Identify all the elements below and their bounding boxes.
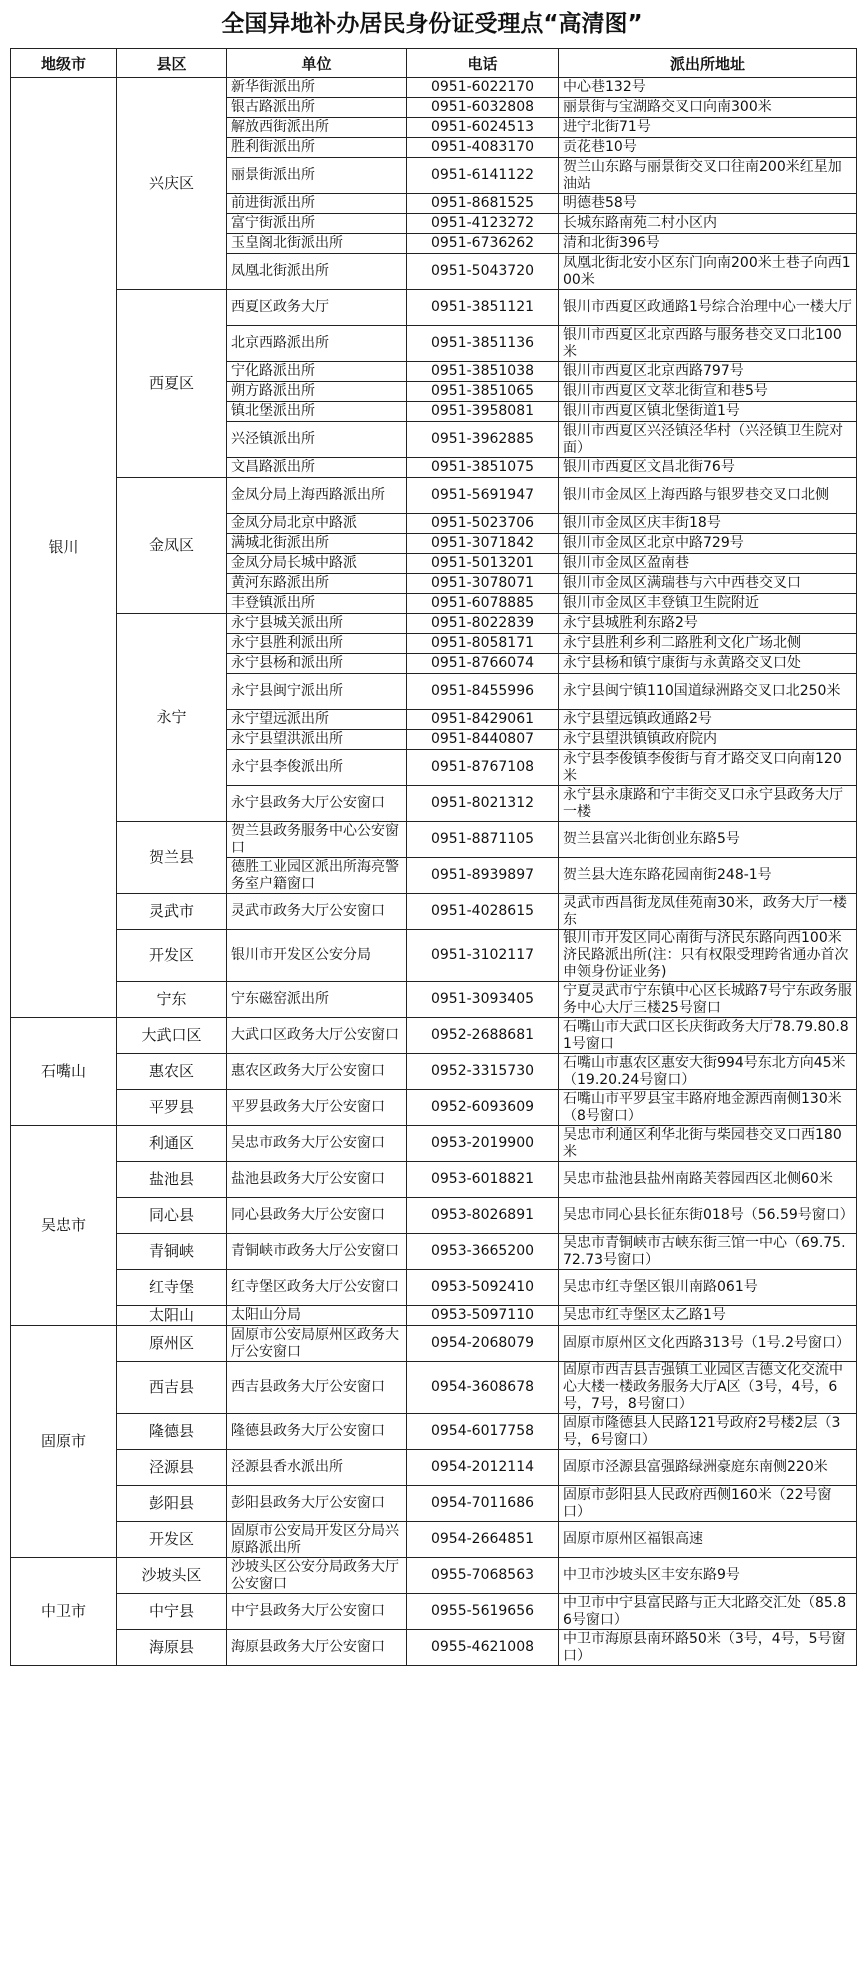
table-row — [11, 1306, 857, 1326]
unit-cell: 惠农区政务大厅公安窗口 — [227, 1054, 407, 1090]
unit-cell: 红寺堡区政务大厅公安窗口 — [227, 1270, 407, 1306]
address-cell: 石嘴山市惠农区惠安大街994号东北方向45米（19.20.24号窗口） — [559, 1054, 857, 1090]
table-row — [11, 1326, 857, 1362]
unit-cell: 海原县政务大厅公安窗口 — [227, 1630, 407, 1666]
phone-cell: 0953-3665200 — [407, 1234, 559, 1270]
city-cell: 中卫市 — [11, 1558, 117, 1666]
unit-cell: 镇北堡派出所 — [227, 402, 407, 422]
address-cell: 银川市金凤区丰登镇卫生院附近 — [559, 594, 857, 614]
phone-cell: 0954-7011686 — [407, 1486, 559, 1522]
address-cell: 固原市彭阳县人民政府西侧160米（22号窗口） — [559, 1486, 857, 1522]
county-cell: 惠农区 — [117, 1054, 227, 1090]
county-cell: 隆德县 — [117, 1414, 227, 1450]
phone-cell: 0951-6736262 — [407, 234, 559, 254]
phone-cell: 0951-8871105 — [407, 822, 559, 858]
table-row — [11, 930, 857, 982]
table-row — [11, 1594, 857, 1630]
address-cell: 永宁县城胜利东路2号 — [559, 614, 857, 634]
county-cell: 兴庆区 — [117, 78, 227, 290]
address-cell: 银川市金凤区满瑞巷与六中西巷交叉口 — [559, 574, 857, 594]
address-cell: 银川市西夏区文昌北街76号 — [559, 458, 857, 478]
table-row — [11, 1126, 857, 1162]
unit-cell: 中宁县政务大厅公安窗口 — [227, 1594, 407, 1630]
phone-cell: 0951-8767108 — [407, 750, 559, 786]
unit-cell: 永宁县闽宁派出所 — [227, 674, 407, 710]
phone-cell: 0954-6017758 — [407, 1414, 559, 1450]
unit-cell: 宁东磁窑派出所 — [227, 982, 407, 1018]
county-cell: 利通区 — [117, 1126, 227, 1162]
unit-cell: 同心县政务大厅公安窗口 — [227, 1198, 407, 1234]
phone-cell: 0953-6018821 — [407, 1162, 559, 1198]
unit-cell: 西夏区政务大厅 — [227, 290, 407, 326]
header-address: 派出所地址 — [559, 49, 857, 78]
unit-cell: 银古路派出所 — [227, 98, 407, 118]
unit-cell: 永宁县城关派出所 — [227, 614, 407, 634]
address-cell: 长城东路南苑二村小区内 — [559, 214, 857, 234]
county-cell: 泾源县 — [117, 1450, 227, 1486]
phone-cell: 0951-5023706 — [407, 514, 559, 534]
phone-cell: 0951-8939897 — [407, 858, 559, 894]
phone-cell: 0951-6032808 — [407, 98, 559, 118]
phone-cell: 0951-3071842 — [407, 534, 559, 554]
table-row — [11, 614, 857, 634]
table-row — [11, 1270, 857, 1306]
unit-cell: 贺兰县政务服务中心公安窗口 — [227, 822, 407, 858]
phone-cell: 0953-5097110 — [407, 1306, 559, 1326]
address-cell: 固原市西吉县吉强镇工业园区吉德文化交流中心大楼一楼政务服务大厅A区（3号，4号，6号，7号，8号窗口） — [559, 1362, 857, 1414]
unit-cell: 兴泾镇派出所 — [227, 422, 407, 458]
address-cell: 银川市西夏区镇北堡街道1号 — [559, 402, 857, 422]
address-cell: 宁夏灵武市宁东镇中心区长城路7号宁东政务服务中心大厅三楼25号窗口 — [559, 982, 857, 1018]
unit-cell: 沙坡头区公安分局政务大厅公安窗口 — [227, 1558, 407, 1594]
unit-cell: 前进街派出所 — [227, 194, 407, 214]
address-cell: 银川市西夏区北京西路797号 — [559, 362, 857, 382]
unit-cell: 文昌路派出所 — [227, 458, 407, 478]
unit-cell: 固原市公安局原州区政务大厅公安窗口 — [227, 1326, 407, 1362]
phone-cell: 0951-8766074 — [407, 654, 559, 674]
city-cell: 石嘴山 — [11, 1018, 117, 1126]
address-cell: 固原市原州区福银高速 — [559, 1522, 857, 1558]
address-cell: 吴忠市同心县长征东街018号（56.59号窗口） — [559, 1198, 857, 1234]
county-cell: 开发区 — [117, 1522, 227, 1558]
unit-cell: 永宁县李俊派出所 — [227, 750, 407, 786]
unit-cell: 隆德县政务大厅公安窗口 — [227, 1414, 407, 1450]
address-cell: 永宁县李俊镇李俊街与育才路交叉口向南120米 — [559, 750, 857, 786]
address-cell: 银川市西夏区政通路1号综合治理中心一楼大厅 — [559, 290, 857, 326]
address-cell: 贺兰山东路与丽景街交叉口往南200米红星加油站 — [559, 158, 857, 194]
county-cell: 青铜峡 — [117, 1234, 227, 1270]
address-cell: 银川市西夏区北京西路与服务巷交叉口北100米 — [559, 326, 857, 362]
address-cell: 吴忠市青铜峡市古峡东街三馆一中心（69.75.72.73号窗口） — [559, 1234, 857, 1270]
unit-cell: 胜利街派出所 — [227, 138, 407, 158]
address-cell: 永宁县闽宁镇110国道绿洲路交叉口北250米 — [559, 674, 857, 710]
phone-cell: 0954-3608678 — [407, 1362, 559, 1414]
unit-cell: 永宁县望洪派出所 — [227, 730, 407, 750]
address-cell: 银川市金凤区庆丰街18号 — [559, 514, 857, 534]
unit-cell: 西吉县政务大厅公安窗口 — [227, 1362, 407, 1414]
address-cell: 永宁县胜利乡利二路胜利文化广场北侧 — [559, 634, 857, 654]
address-cell: 中卫市沙坡头区丰安东路9号 — [559, 1558, 857, 1594]
county-cell: 盐池县 — [117, 1162, 227, 1198]
table-row — [11, 1362, 857, 1414]
county-cell: 海原县 — [117, 1630, 227, 1666]
unit-cell: 朔方路派出所 — [227, 382, 407, 402]
unit-cell: 富宁街派出所 — [227, 214, 407, 234]
table-row — [11, 1630, 857, 1666]
county-cell: 中宁县 — [117, 1594, 227, 1630]
phone-cell: 0955-4621008 — [407, 1630, 559, 1666]
county-cell: 西吉县 — [117, 1362, 227, 1414]
phone-cell: 0953-5092410 — [407, 1270, 559, 1306]
table-row — [11, 1234, 857, 1270]
city-cell: 固原市 — [11, 1326, 117, 1558]
phone-cell: 0952-2688681 — [407, 1018, 559, 1054]
phone-cell: 0951-4028615 — [407, 894, 559, 930]
table-row — [11, 1162, 857, 1198]
phone-cell: 0953-2019900 — [407, 1126, 559, 1162]
county-cell: 沙坡头区 — [117, 1558, 227, 1594]
table-row — [11, 1018, 857, 1054]
address-cell: 银川市金凤区上海西路与银罗巷交叉口北侧 — [559, 478, 857, 514]
page-title: 全国异地补办居民身份证受理点“高清图” — [221, 11, 643, 37]
table-row — [11, 822, 857, 858]
unit-cell: 玉皇阁北街派出所 — [227, 234, 407, 254]
county-cell: 同心县 — [117, 1198, 227, 1234]
county-cell: 太阳山 — [117, 1306, 227, 1326]
unit-cell: 丽景街派出所 — [227, 158, 407, 194]
address-cell: 银川市金凤区北京中路729号 — [559, 534, 857, 554]
unit-cell: 丰登镇派出所 — [227, 594, 407, 614]
table-row — [11, 1522, 857, 1558]
address-cell: 永宁县杨和镇宁康街与永黄路交叉口处 — [559, 654, 857, 674]
unit-cell: 彭阳县政务大厅公安窗口 — [227, 1486, 407, 1522]
county-cell: 彭阳县 — [117, 1486, 227, 1522]
phone-cell: 0951-3962885 — [407, 422, 559, 458]
unit-cell: 永宁县政务大厅公安窗口 — [227, 786, 407, 822]
phone-cell: 0951-6078885 — [407, 594, 559, 614]
address-cell: 吴忠市红寺堡区银川南路061号 — [559, 1270, 857, 1306]
address-cell: 吴忠市盐池县盐州南路芙蓉园西区北侧60米 — [559, 1162, 857, 1198]
phone-cell: 0951-3078071 — [407, 574, 559, 594]
address-cell: 固原市原州区文化西路313号（1号.2号窗口） — [559, 1326, 857, 1362]
unit-cell: 金凤分局长城中路派 — [227, 554, 407, 574]
phone-cell: 0955-7068563 — [407, 1558, 559, 1594]
address-cell: 中卫市海原县南环路50米（3号，4号，5号窗口） — [559, 1630, 857, 1666]
phone-cell: 0951-8440807 — [407, 730, 559, 750]
unit-cell: 灵武市政务大厅公安窗口 — [227, 894, 407, 930]
header-row — [11, 49, 857, 78]
county-cell: 永宁 — [117, 614, 227, 822]
address-cell: 中心巷132号 — [559, 78, 857, 98]
phone-cell: 0951-5043720 — [407, 254, 559, 290]
county-cell: 贺兰县 — [117, 822, 227, 894]
table-row — [11, 478, 857, 514]
table-row — [11, 1054, 857, 1090]
address-cell: 石嘴山市平罗县宝丰路府地金源西南侧130米（8号窗口） — [559, 1090, 857, 1126]
phone-cell: 0951-4083170 — [407, 138, 559, 158]
phone-cell: 0951-8681525 — [407, 194, 559, 214]
unit-cell: 固原市公安局开发区分局兴原路派出所 — [227, 1522, 407, 1558]
unit-cell: 永宁望远派出所 — [227, 710, 407, 730]
address-cell: 银川市西夏区兴泾镇泾华村（兴泾镇卫生院对面） — [559, 422, 857, 458]
police-station-table — [10, 48, 857, 1666]
phone-cell: 0951-8021312 — [407, 786, 559, 822]
phone-cell: 0952-6093609 — [407, 1090, 559, 1126]
phone-cell: 0951-4123272 — [407, 214, 559, 234]
county-cell: 大武口区 — [117, 1018, 227, 1054]
county-cell: 宁东 — [117, 982, 227, 1018]
unit-cell: 青铜峡市政务大厅公安窗口 — [227, 1234, 407, 1270]
table-row — [11, 982, 857, 1018]
phone-cell: 0954-2012114 — [407, 1450, 559, 1486]
address-cell: 丽景街与宝湖路交叉口向南300米 — [559, 98, 857, 118]
header-county: 县区 — [117, 49, 227, 78]
address-cell: 明德巷58号 — [559, 194, 857, 214]
phone-cell: 0952-3315730 — [407, 1054, 559, 1090]
table-row — [11, 1450, 857, 1486]
table-row — [11, 1090, 857, 1126]
phone-cell: 0951-6024513 — [407, 118, 559, 138]
address-cell: 灵武市西昌街龙凤佳苑南30米，政务大厅一楼东 — [559, 894, 857, 930]
phone-cell: 0954-2664851 — [407, 1522, 559, 1558]
unit-cell: 金凤分局北京中路派 — [227, 514, 407, 534]
unit-cell: 黄河东路派出所 — [227, 574, 407, 594]
address-cell: 吴忠市红寺堡区太乙路1号 — [559, 1306, 857, 1326]
header-unit: 单位 — [227, 49, 407, 78]
phone-cell: 0951-3851075 — [407, 458, 559, 478]
unit-cell: 宁化路派出所 — [227, 362, 407, 382]
phone-cell: 0951-3102117 — [407, 930, 559, 982]
phone-cell: 0955-5619656 — [407, 1594, 559, 1630]
address-cell: 永宁县望洪镇镇政府院内 — [559, 730, 857, 750]
phone-cell: 0951-8429061 — [407, 710, 559, 730]
address-cell: 进宁北街71号 — [559, 118, 857, 138]
unit-cell: 盐池县政务大厅公安窗口 — [227, 1162, 407, 1198]
phone-cell: 0951-3093405 — [407, 982, 559, 1018]
county-cell: 西夏区 — [117, 290, 227, 478]
address-cell: 吴忠市利通区利华北街与柴园巷交叉口西180米 — [559, 1126, 857, 1162]
unit-cell: 解放西街派出所 — [227, 118, 407, 138]
table-row — [11, 1414, 857, 1450]
city-cell: 吴忠市 — [11, 1126, 117, 1326]
unit-cell: 凤凰北街派出所 — [227, 254, 407, 290]
unit-cell: 泾源县香水派出所 — [227, 1450, 407, 1486]
address-cell: 银川市西夏区文萃北街宣和巷5号 — [559, 382, 857, 402]
unit-cell: 大武口区政务大厅公安窗口 — [227, 1018, 407, 1054]
county-cell: 平罗县 — [117, 1090, 227, 1126]
table-row — [11, 290, 857, 326]
county-cell: 开发区 — [117, 930, 227, 982]
county-cell: 红寺堡 — [117, 1270, 227, 1306]
address-cell: 石嘴山市大武口区长庆街政务大厅78.79.80.81号窗口 — [559, 1018, 857, 1054]
address-cell: 贡花巷10号 — [559, 138, 857, 158]
table-row — [11, 894, 857, 930]
county-cell: 原州区 — [117, 1326, 227, 1362]
table-row — [11, 78, 857, 98]
unit-cell: 北京西路派出所 — [227, 326, 407, 362]
address-cell: 固原市隆德县人民路121号政府2号楼2层（3号，6号窗口） — [559, 1414, 857, 1450]
phone-cell: 0951-5691947 — [407, 478, 559, 514]
unit-cell: 永宁县杨和派出所 — [227, 654, 407, 674]
table-row — [11, 1558, 857, 1594]
phone-cell: 0951-5013201 — [407, 554, 559, 574]
phone-cell: 0951-3851038 — [407, 362, 559, 382]
phone-cell: 0951-3851136 — [407, 326, 559, 362]
phone-cell: 0951-8058171 — [407, 634, 559, 654]
unit-cell: 满城北街派出所 — [227, 534, 407, 554]
table-row — [11, 1486, 857, 1522]
phone-cell: 0951-8455996 — [407, 674, 559, 710]
phone-cell: 0954-2068079 — [407, 1326, 559, 1362]
unit-cell: 吴忠市政务大厅公安窗口 — [227, 1126, 407, 1162]
phone-cell: 0951-8022839 — [407, 614, 559, 634]
unit-cell: 新华街派出所 — [227, 78, 407, 98]
phone-cell: 0951-3851121 — [407, 290, 559, 326]
table-row — [11, 1198, 857, 1234]
address-cell: 永宁县望远镇政通路2号 — [559, 710, 857, 730]
address-cell: 中卫市中宁县富民路与正大北路交汇处（85.86号窗口） — [559, 1594, 857, 1630]
header-city: 地级市 — [11, 49, 117, 78]
phone-cell: 0951-6141122 — [407, 158, 559, 194]
unit-cell: 金凤分局上海西路派出所 — [227, 478, 407, 514]
phone-cell: 0951-6022170 — [407, 78, 559, 98]
unit-cell: 平罗县政务大厅公安窗口 — [227, 1090, 407, 1126]
address-cell: 贺兰县富兴北街创业东路5号 — [559, 822, 857, 858]
city-cell: 银川 — [11, 78, 117, 1018]
phone-cell: 0951-3958081 — [407, 402, 559, 422]
header-phone: 电话 — [407, 49, 559, 78]
address-cell: 凤凰北街北安小区东门向南200米土巷子向西100米 — [559, 254, 857, 290]
address-cell: 银川市开发区同心南街与济民东路向西100米济民路派出所(注：只有权限受理跨省通办首次申领身份证业务) — [559, 930, 857, 982]
address-cell: 银川市金凤区盈南巷 — [559, 554, 857, 574]
address-cell: 贺兰县大连东路花园南街248-1号 — [559, 858, 857, 894]
unit-cell: 德胜工业园区派出所海亮警务室户籍窗口 — [227, 858, 407, 894]
address-cell: 清和北街396号 — [559, 234, 857, 254]
phone-cell: 0953-8026891 — [407, 1198, 559, 1234]
phone-cell: 0951-3851065 — [407, 382, 559, 402]
unit-cell: 永宁县胜利派出所 — [227, 634, 407, 654]
address-cell: 固原市泾源县富强路绿洲豪庭东南侧220米 — [559, 1450, 857, 1486]
table-body — [11, 78, 857, 1666]
county-cell: 金凤区 — [117, 478, 227, 614]
unit-cell: 太阳山分局 — [227, 1306, 407, 1326]
county-cell: 灵武市 — [117, 894, 227, 930]
unit-cell: 银川市开发区公安分局 — [227, 930, 407, 982]
address-cell: 永宁县永康路和宁丰街交叉口永宁县政务大厅一楼 — [559, 786, 857, 822]
